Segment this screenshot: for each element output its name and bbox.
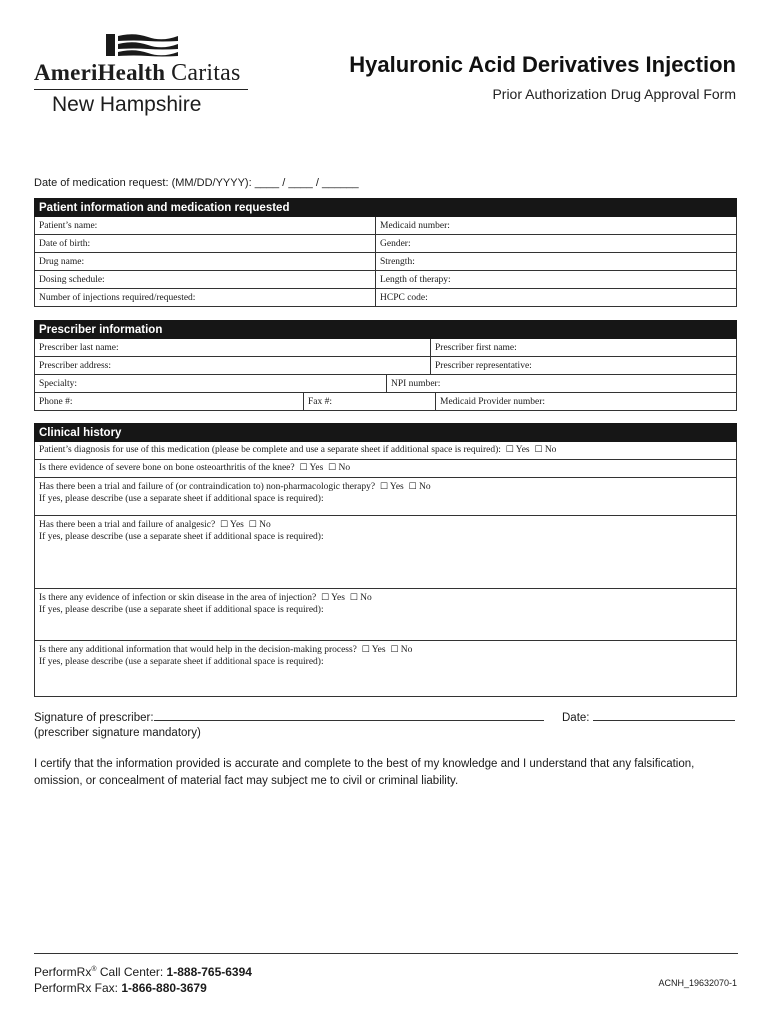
date-line[interactable]	[593, 710, 735, 721]
yes-label: Yes	[389, 482, 404, 492]
logo-state: New Hampshire	[52, 93, 202, 116]
patient-field[interactable]: Gender:	[375, 235, 736, 252]
signature-field[interactable]	[34, 710, 544, 724]
logo-flag-icon	[104, 32, 180, 60]
specialty-field[interactable]: Specialty:	[39, 378, 77, 389]
signature-label: Signature of prescriber:	[34, 712, 154, 724]
checkbox-icon[interactable]: ☐	[299, 463, 308, 473]
patient-field[interactable]: Number of injections required/requested:	[39, 292, 196, 303]
prescriber-address-field[interactable]: Prescriber address:	[39, 360, 112, 371]
yes-label: Yes	[309, 463, 324, 473]
checkbox-icon[interactable]: ☐	[379, 482, 388, 492]
describe-text: If yes, please describe (use a separate sheet if additional space is required):	[39, 605, 324, 615]
fax-field[interactable]: Fax #:	[303, 393, 435, 410]
question-text: Is there any evidence of infection or skin disease in the area of injection?	[39, 593, 317, 603]
clinical-section	[34, 423, 737, 697]
date-label: Date:	[562, 712, 590, 724]
call-center-label: PerformRx	[34, 965, 92, 979]
prescriber-last-name-field[interactable]: Prescriber last name:	[39, 342, 119, 353]
prescriber-section	[34, 320, 737, 411]
footer-contacts: PerformRx® Call Center: 1-888-765-6394 PerformRx Fax: 1-866-880-3679	[34, 965, 252, 995]
no-label: No	[544, 445, 557, 455]
patient-field[interactable]: Date of birth:	[39, 238, 91, 249]
logo-divider	[34, 89, 248, 90]
form-subtitle: Prior Authorization Drug Approval Form	[492, 86, 736, 102]
patient-field[interactable]: Dosing schedule:	[39, 274, 105, 285]
patient-info-row	[34, 217, 737, 235]
additional-info-question[interactable]	[34, 641, 737, 697]
checkbox-icon[interactable]: ☐	[408, 482, 417, 492]
form-title: Hyaluronic Acid Derivatives Injection	[349, 52, 736, 77]
section-heading: Patient information and medication requested	[34, 198, 737, 217]
signature-line[interactable]	[154, 710, 544, 721]
call-center-label-suffix: Call Center:	[96, 965, 167, 979]
describe-text: If yes, please describe (use a separate sheet if additional space is required):	[39, 657, 324, 667]
checkbox-icon[interactable]: ☐	[248, 520, 257, 530]
patient-field[interactable]: HCPC code:	[375, 289, 736, 306]
infection-question[interactable]	[34, 589, 737, 641]
question-text: Patient’s diagnosis for use of this medication (please be complete and use a separate sheet if additional space is required):	[39, 445, 501, 455]
yes-label: Yes	[371, 645, 386, 655]
analgesic-question[interactable]	[34, 516, 737, 589]
medicaid-provider-number-field[interactable]: Medicaid Provider number:	[435, 393, 736, 410]
question-text: Has there been a trial and failure of (or contraindication to) non-pharmacologic therapy?	[39, 482, 376, 492]
call-center-number: 1-888-765-6394	[166, 965, 252, 979]
question-text: Is there any additional information that would help in the decision-making process?	[39, 645, 357, 655]
yes-label: Yes	[230, 520, 244, 530]
form-code: ACNH_19632070-1	[658, 978, 737, 988]
footer-divider	[34, 953, 738, 954]
checkbox-icon[interactable]: ☐	[390, 645, 399, 655]
question-text: Is there evidence of severe bone on bone osteoarthritis of the knee?	[39, 463, 295, 473]
non-pharmacologic-question[interactable]	[34, 478, 737, 516]
logo-brand-second: Caritas	[171, 60, 241, 86]
prescriber-representative-field[interactable]: Prescriber representative:	[430, 357, 736, 374]
checkbox-icon[interactable]: ☐	[328, 463, 337, 473]
section-heading: Clinical history	[34, 423, 737, 442]
certification-text: I certify that the information provided is accurate and complete to the best of my knowledge and I understand that any falsification, omission, or concealment of material fact may subject me to civil or criminal liability.	[34, 758, 695, 787]
describe-text: If yes, please describe (use a separate sheet if additional space is required):	[39, 494, 324, 504]
checkbox-icon[interactable]: ☐	[361, 645, 370, 655]
checkbox-icon[interactable]: ☐	[219, 520, 229, 530]
checkbox-icon[interactable]: ☐	[321, 593, 330, 603]
signature-mandatory-note: (prescriber signature mandatory)	[34, 727, 201, 739]
fax-number: 1-866-880-3679	[121, 981, 207, 995]
date-of-request-field[interactable]: Date of medication request: (MM/DD/YYYY): ____ / ____ / ______	[34, 177, 359, 189]
osteoarthritis-question[interactable]	[34, 460, 737, 478]
checkbox-icon[interactable]: ☐	[534, 445, 543, 455]
no-label: No	[360, 593, 372, 603]
yes-label: Yes	[331, 593, 345, 603]
describe-text: If yes, please describe (use a separate sheet if additional space is required):	[39, 532, 324, 542]
patient-info-row	[34, 271, 737, 289]
patient-info-row	[34, 235, 737, 253]
no-label: No	[338, 463, 351, 473]
no-label: No	[259, 520, 271, 530]
fax-label: PerformRx Fax:	[34, 981, 122, 995]
checkbox-icon[interactable]: ☐	[349, 593, 358, 603]
phone-field[interactable]: Phone #:	[39, 396, 73, 407]
no-label: No	[418, 482, 431, 492]
logo-wordmark	[34, 60, 241, 87]
question-text: Has there been a trial and failure of analgesic?	[39, 520, 216, 530]
patient-field[interactable]: Medicaid number:	[375, 217, 736, 234]
patient-section	[34, 198, 737, 307]
section-heading: Prescriber information	[34, 320, 737, 339]
npi-number-field[interactable]: NPI number:	[386, 375, 736, 392]
patient-field[interactable]: Patient’s name:	[39, 220, 98, 231]
checkbox-icon[interactable]: ☐	[505, 445, 514, 455]
yes-label: Yes	[515, 445, 530, 455]
date-field[interactable]	[562, 710, 735, 724]
prescriber-first-name-field[interactable]: Prescriber first name:	[430, 339, 736, 356]
patient-info-row	[34, 253, 737, 271]
patient-info-row	[34, 289, 737, 307]
patient-field[interactable]: Length of therapy:	[375, 271, 736, 288]
diagnosis-question[interactable]	[34, 442, 737, 460]
no-label: No	[400, 645, 413, 655]
logo-brand: AmeriHealth	[34, 60, 166, 85]
patient-field[interactable]: Drug name:	[39, 256, 85, 267]
patient-field[interactable]: Strength:	[375, 253, 736, 270]
